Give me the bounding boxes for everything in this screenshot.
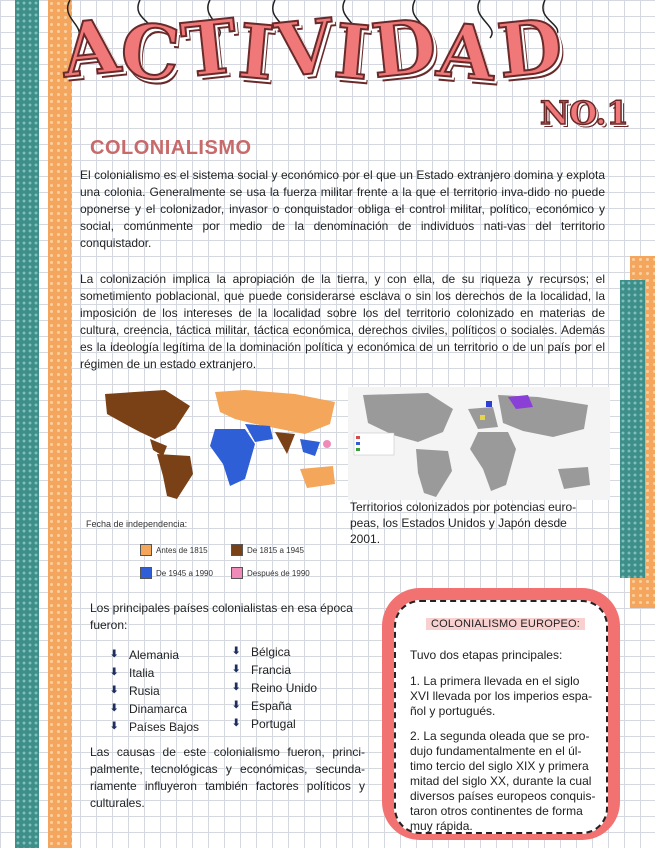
- arrow-icon: ⬇: [232, 700, 241, 711]
- legend-label: Antes de 1815: [156, 545, 208, 555]
- australia-shape: [300, 466, 335, 488]
- box-stage-1: 1. La primera llevada en el siglo XVI llevada por los imperios espa-ñol y portugués.: [410, 674, 593, 718]
- legend-item-after-1990: [231, 567, 310, 579]
- country-name: Bélgica: [251, 645, 291, 659]
- title-letter: A: [434, 7, 501, 99]
- africa-shape: [210, 429, 255, 486]
- title-letter: V: [271, 3, 340, 95]
- colonized-territories-map: [348, 387, 610, 500]
- arrow-icon: ⬇: [232, 682, 241, 693]
- country-name: España: [251, 699, 292, 713]
- world-independence-map: [95, 384, 343, 502]
- intro-paragraph: El colonialismo es el sistema social y económico por el que un Estado extranjero domina y explota una colonia. Generalmente se usa la fuerza militar frente a la que el territorio inva-dido no puede oponerse y el colonizador, invasor o conquistador obliga el control militar, político, económico y social, comúnmente por medio de la denominación de individuos nati-vas del territorio conquistador.: [80, 168, 605, 250]
- arrow-icon: ⬇: [232, 664, 241, 675]
- country-name: Portugal: [251, 717, 296, 731]
- left-teal-stripe: [15, 0, 39, 848]
- list-item: [110, 718, 199, 736]
- country-name: Italia: [129, 666, 155, 680]
- legend-swatch: [140, 544, 152, 556]
- list-item: [110, 664, 199, 682]
- central-america-shape: [150, 439, 167, 456]
- legend-label: De 1945 a 1990: [156, 568, 213, 578]
- list-item: [110, 700, 199, 718]
- pacific-islands-shape: [323, 440, 331, 448]
- legend-title: Fecha de independencia:: [86, 519, 188, 529]
- legend-item-1945-1990: [140, 567, 213, 579]
- arrow-icon: ⬇: [110, 685, 119, 696]
- colonialismo-europeo-box: [382, 588, 620, 840]
- arrow-icon: ⬇: [232, 646, 241, 657]
- countries-column-1: [110, 646, 199, 736]
- title-letter: D: [367, 2, 443, 96]
- title-letter: I: [331, 8, 376, 98]
- south-america-shape: [157, 454, 193, 499]
- title-letter: C: [117, 7, 186, 99]
- legend-swatch: [231, 567, 243, 579]
- north-america-shape: [105, 390, 190, 439]
- legend-item-before-1815: [140, 544, 208, 556]
- country-name: Dinamarca: [129, 702, 188, 716]
- legend-swatch: [140, 567, 152, 579]
- arrow-icon: ⬇: [110, 667, 119, 678]
- countries-column-2: [232, 643, 317, 733]
- india-shape: [275, 432, 295, 454]
- country-name: Alemania: [129, 648, 180, 662]
- left-orange-stripe: [48, 0, 72, 848]
- box-title: COLONIALISMO EUROPEO:: [426, 618, 585, 630]
- legend-label: De 1815 a 1945: [247, 545, 304, 555]
- right-teal-stripe: [620, 280, 645, 578]
- map2-caption: Territorios colonizados por potencias euro-peas, los Estados Unidos y Japón desde 2001.: [350, 500, 577, 546]
- colonization-paragraph: La colonización implica la apropiación de la tierra, y con ella, de su riqueza y recursos; el sometimiento poblacional, que puede considerarse esclava o sin los derechos de la localidad, la imposición de los intereses de la localidad sobre los del territorio colonizado en materias de cultura, creencia, táctica militar, táctica económica, derechos civiles, políticos o sociales. Además es la ideología legítima de la dominación política y económica de un territorio o de un país por el régimen de un estado extranjero.: [80, 272, 605, 371]
- activity-number: NO.1: [540, 94, 629, 132]
- list-item: [110, 682, 199, 700]
- list-item: [232, 643, 317, 661]
- arrow-icon: ⬇: [110, 721, 119, 732]
- list-item: [232, 697, 317, 715]
- list-item: [232, 715, 317, 733]
- legend-swatch: [231, 544, 243, 556]
- title-letter: T: [177, 3, 244, 95]
- southeast-asia-shape: [300, 439, 320, 456]
- arrow-icon: ⬇: [232, 718, 241, 729]
- box-intro: Tuvo dos etapas principales:: [410, 648, 563, 662]
- legend-item-1815-1945: [231, 544, 304, 556]
- country-name: Reino Unido: [251, 681, 318, 695]
- countries-intro: Los principales países colonialistas en esa época fueron:: [90, 601, 353, 632]
- arrow-icon: ⬇: [110, 703, 119, 714]
- arrow-icon: ⬇: [110, 649, 119, 660]
- list-item: [232, 661, 317, 679]
- title-letter: A: [57, 3, 126, 95]
- country-name: Rusia: [129, 684, 160, 698]
- causes-paragraph: Las causas de este colonialismo fueron, princi-palmente, tecnológicas y económicas, secunda-riamente influyeron también factores políticos y culturales.: [90, 745, 365, 810]
- list-item: [110, 646, 199, 664]
- europe-asia-shape: [215, 390, 335, 434]
- activity-title: [57, 2, 622, 101]
- section-heading: COLONIALISMO: [90, 137, 252, 159]
- box-dashed-frame: [394, 600, 608, 834]
- list-item: [232, 679, 317, 697]
- legend-label: Después de 1990: [247, 568, 310, 578]
- country-name: Países Bajos: [129, 720, 200, 734]
- country-name: Francia: [251, 663, 292, 677]
- title-letter: D: [493, 2, 569, 96]
- title-letter: I: [235, 8, 280, 98]
- box-stage-2: 2. La segunda oleada que se pro-dujo fundamentalmente en el úl-timo tercio del siglo XIX y primera mitad del siglo XX, durante la cual diversos países europeos conquis-taron otros continentes de forma muy rápida.: [410, 729, 596, 833]
